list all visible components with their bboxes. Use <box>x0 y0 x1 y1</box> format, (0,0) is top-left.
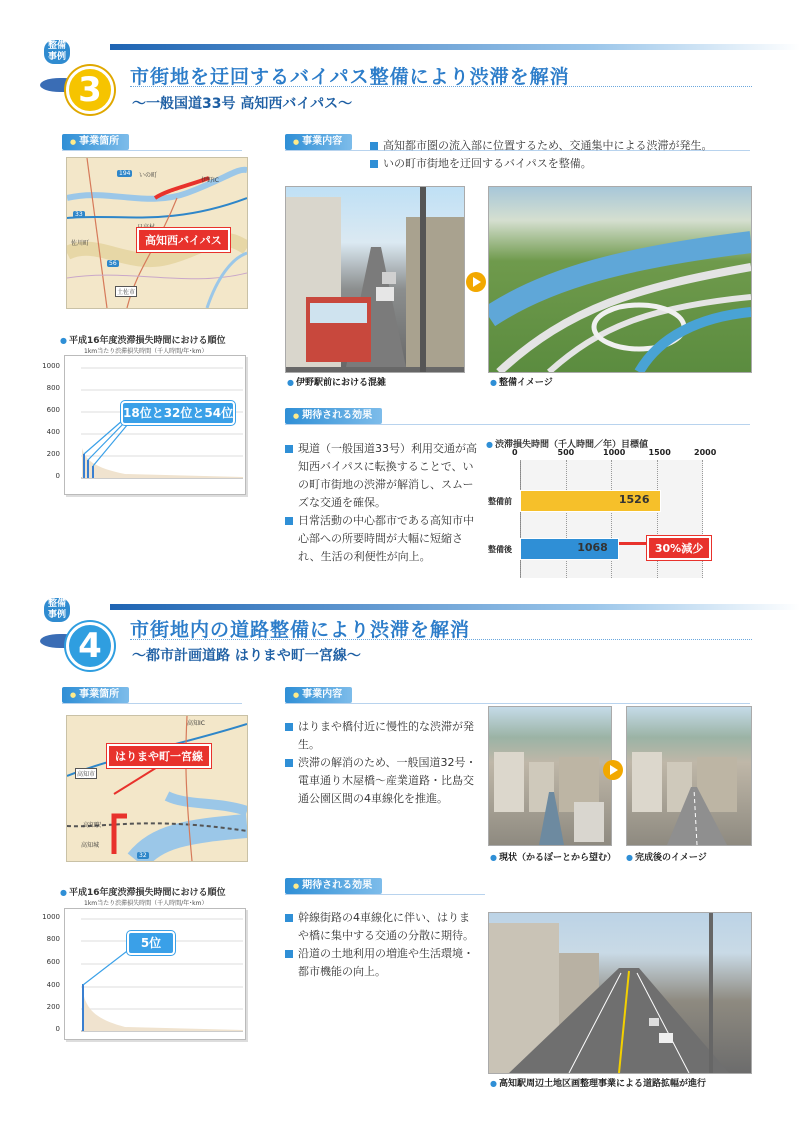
case4-photo3-caption: ● 高知駅周辺土地区画整理事業による道路拡幅が進行 <box>490 1076 706 1089</box>
target-chart-xtick: 2000 <box>694 448 717 457</box>
case3-rank-callout: 18位と32位と54位 <box>121 401 235 425</box>
arrow-right-icon <box>603 760 623 780</box>
case3-rank-title: ● 平成16年度渋滞損失時間における順位 <box>60 333 226 346</box>
case4-content-bullet: はりまや橋付近に慢性的な渋滞が発生。 <box>285 718 480 754</box>
target-chart-category: 整備前 <box>488 497 512 506</box>
target-chart-value-label: 1068 <box>577 541 608 554</box>
case4-top-bar <box>110 604 800 610</box>
case4-photo-station <box>488 912 752 1074</box>
case4-tag <box>44 598 70 622</box>
case4-content-bullet: 渋滞の解消のため、一般国道32号・電車通り木屋橋〜産業道路・比島交通公園区間の4車線化を推進。 <box>285 754 480 808</box>
case3-rank-panel <box>64 355 246 495</box>
target-chart-gridline <box>566 460 567 578</box>
case3-ytick-200: 200 <box>46 450 60 458</box>
case4-title: 市街地内の道路整備により渋滞を解消 <box>130 619 471 641</box>
case3-tag-line1: 整備 <box>48 41 67 51</box>
case3-location-rule <box>62 150 242 151</box>
case3-effect-bullet: 現道（一般国道33号）利用交通が高知西バイパスに転換することで、いの町市街地の渋滞が解消し、スムーズな交通を確保。 <box>285 440 480 512</box>
case4-photo-current <box>488 706 612 846</box>
case3-map <box>66 157 248 309</box>
case3-title: 市街地を迂回するバイパス整備により渋滞を解消 <box>130 66 570 88</box>
map-place-kochi-castle: 高知城 <box>81 842 100 849</box>
reduction-badge: 30%減少 <box>647 536 711 560</box>
case3-photo2-caption: ● 整備イメージ <box>490 375 553 388</box>
case4-ytick-400: 400 <box>46 981 60 989</box>
target-chart-gridline <box>520 460 521 578</box>
case3-effect-bullet: 日常活動の中心都市である高知市中心部への所要時間が大幅に短縮され、生活の利便性が向上。 <box>285 512 480 566</box>
route56-icon: 56 <box>109 260 117 267</box>
case4-effect-bullet: 沿道の土地利用の増進や生活環境・都市機能の向上。 <box>285 945 480 981</box>
route33-icon: 33 <box>75 211 83 218</box>
case3-ytick-600: 600 <box>46 406 60 414</box>
map-place-ino: いの町 <box>139 172 158 179</box>
route194-icon: 194 <box>119 170 131 177</box>
case4-rank-callout: 5位 <box>127 931 175 955</box>
case3-effect-rule <box>285 424 750 425</box>
case3-content-bullet: いの町市街地を迂回するバイパスを整備。 <box>370 155 750 173</box>
map-place-ino-ic: 伊野IC <box>201 177 219 184</box>
case3-top-bar <box>110 44 800 50</box>
case4-ytick-600: 600 <box>46 958 60 966</box>
case4-ytick-1000: 1000 <box>42 913 60 921</box>
case4-rank-panel <box>64 908 246 1040</box>
case4-rank-subtitle: 1km当たり渋滞損失時間（千人時間/年･km） <box>84 900 208 907</box>
case4-content-rule <box>285 703 750 704</box>
case3-effect-bullets <box>285 440 480 566</box>
case3-photo1-caption: ● 伊野駅前における混雑 <box>287 375 386 388</box>
case3-number: 3 <box>66 66 114 114</box>
case3-effect-label: ● 期待される効果 <box>285 408 382 424</box>
target-chart-xtick: 1000 <box>603 448 626 457</box>
case4-effect-bullet: 幹線街路の4車線化に伴い、はりまや橋に集中する交通の分散に期待。 <box>285 909 480 945</box>
case4-location-label: ● 事業箇所 <box>62 687 129 703</box>
target-chart-xtick: 500 <box>557 448 575 457</box>
case3-photo-image-graphic <box>489 187 751 372</box>
case3-rank-subtitle: 1km当たり渋滞損失時間（千人時間/年･km） <box>84 348 208 355</box>
case3-content-bullets <box>370 137 750 173</box>
case3-bypass-label: 高知西バイパス <box>137 228 230 252</box>
case4-tag-line1: 整備 <box>48 599 67 609</box>
case4-rank-title: ● 平成16年度渋滞損失時間における順位 <box>60 885 226 898</box>
target-chart-title: ● 渋滞損失時間（千人時間／年）目標値 <box>486 437 648 450</box>
case4-effect-bullets <box>285 909 480 981</box>
map-place-sakawa: 佐川町 <box>71 240 90 247</box>
target-chart-xtick: 0 <box>512 448 518 457</box>
case4-tag-line2: 事例 <box>48 610 67 620</box>
case4-title-rule <box>130 639 752 640</box>
target-chart-category: 整備後 <box>488 545 512 554</box>
case4-ytick-800: 800 <box>46 935 60 943</box>
case4-subtitle: 〜都市計画道路 はりまや町一宮線〜 <box>132 648 361 664</box>
case4-photo-after <box>626 706 752 846</box>
target-chart-gridline <box>611 460 612 578</box>
arrow-right-icon <box>466 272 486 292</box>
case3-tag <box>44 40 70 64</box>
case4-effect-rule <box>285 894 485 895</box>
case4-location-rule <box>62 703 242 704</box>
target-chart-value-label: 1526 <box>618 493 650 506</box>
case3-ytick-400: 400 <box>46 428 60 436</box>
case3-location-label: ● 事業箇所 <box>62 134 129 150</box>
target-chart <box>488 448 752 578</box>
map-place-tosa: 土佐市 <box>115 286 137 297</box>
case4-photo-current-graphic <box>489 707 611 845</box>
map-place-kochi-city: 高知市 <box>75 768 97 779</box>
target-chart-gridline <box>702 460 703 578</box>
case4-photo1-caption: ● 現状（かるぽーとから望む） <box>490 850 616 863</box>
case4-content-bullets <box>285 718 480 808</box>
map-place-kochi-station: 高知駅 <box>83 822 102 829</box>
case4-ytick-200: 200 <box>46 1003 60 1011</box>
case3-photo-congestion <box>285 186 465 373</box>
target-chart-gridline <box>657 460 658 578</box>
case4-map <box>66 715 248 862</box>
target-chart-xtick: 1500 <box>648 448 671 457</box>
case3-content-bullet: 高知都市圏の流入部に位置するため、交通集中による渋滞が発生。 <box>370 137 750 155</box>
case3-title-rule <box>130 86 752 87</box>
case3-photo-image <box>488 186 752 373</box>
case3-subtitle: 〜一般国道33号 高知西バイパス〜 <box>132 96 353 112</box>
case3-rank-graphic <box>65 356 245 494</box>
case3-content-label: ● 事業内容 <box>285 134 352 150</box>
route32-icon: 32 <box>139 852 147 859</box>
case4-photo-station-graphic <box>489 913 751 1073</box>
case4-photo2-caption: ● 完成後のイメージ <box>626 850 707 863</box>
case3-ytick-0: 0 <box>55 472 60 480</box>
map-place-kochi-ic: 高知IC <box>187 720 205 727</box>
case4-content-label: ● 事業内容 <box>285 687 352 703</box>
case4-number: 4 <box>66 622 114 670</box>
case4-ytick-0: 0 <box>55 1025 60 1033</box>
case4-road-label: はりまや町一宮線 <box>107 744 211 768</box>
case3-ytick-800: 800 <box>46 384 60 392</box>
case3-photo-congestion-graphic <box>286 187 464 372</box>
case4-rank-graphic <box>65 909 245 1039</box>
case3-tag-line2: 事例 <box>48 52 67 62</box>
case4-photo-after-graphic <box>627 707 751 845</box>
case4-effect-label: ● 期待される効果 <box>285 878 382 894</box>
case3-ytick-1000: 1000 <box>42 362 60 370</box>
